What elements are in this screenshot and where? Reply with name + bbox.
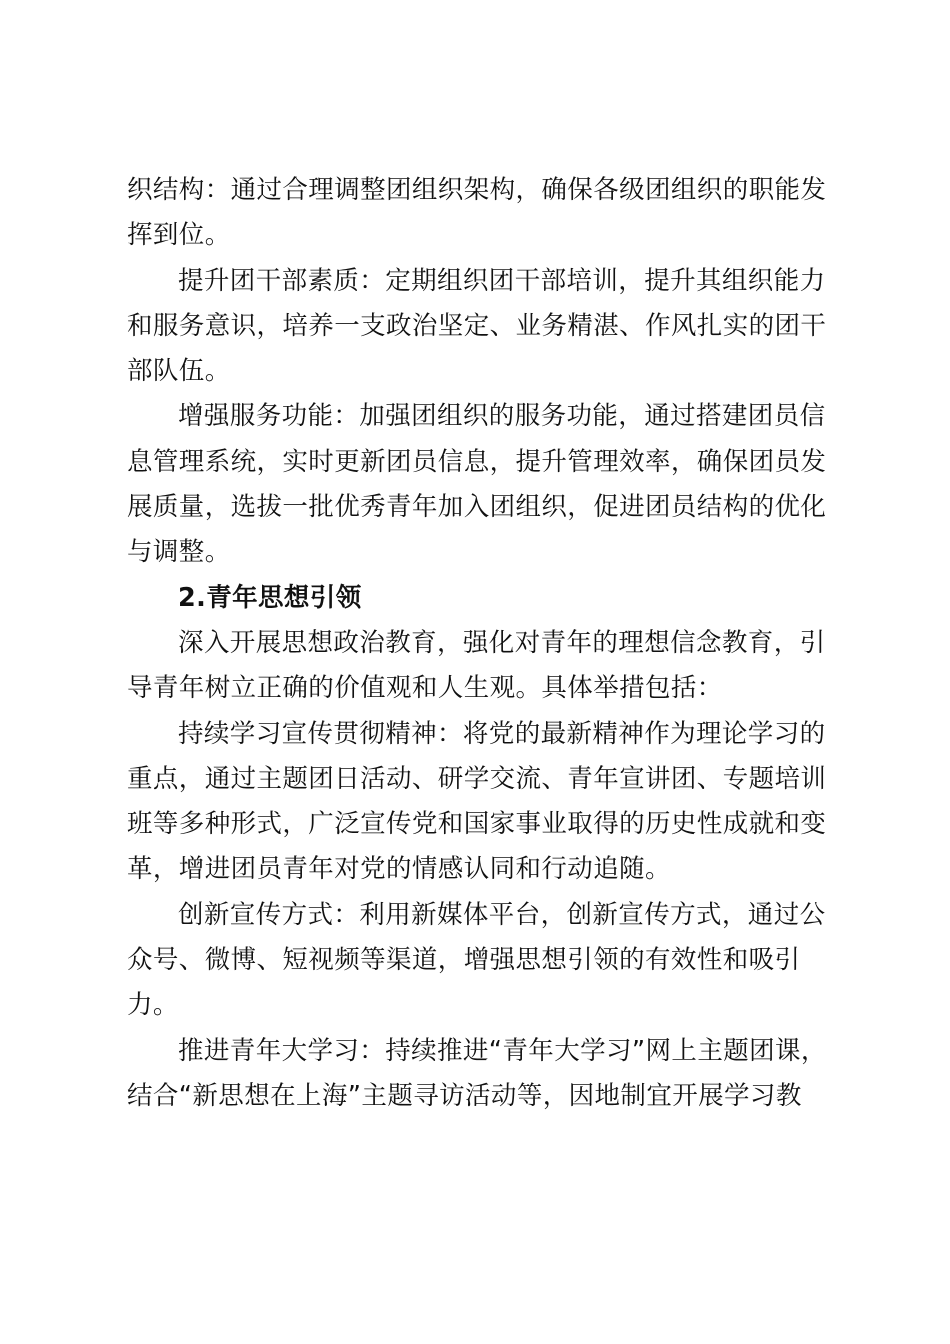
section-heading — [127, 576, 819, 621]
paragraph — [127, 259, 827, 395]
text-line: 织结构：通过合理调整团组织架构，确保各级团组织的职能发 — [127, 175, 827, 205]
text-line: 持续学习宣传贯彻精神：将党的最新精神作为理论学习的 — [178, 718, 826, 749]
text-line: 导青年树立正确的价值观和人生观。具体举措包括： — [127, 673, 723, 704]
text-line: 班等多种形式，广泛宣传党和国家事业取得的历史性成就和变 — [127, 809, 827, 840]
paragraph — [127, 1029, 827, 1120]
text-line: 挥到位。 — [127, 220, 231, 251]
paragraph — [127, 168, 827, 259]
paragraph — [127, 394, 827, 575]
text-line: 众号、微博、短视频等渠道，增强思想引领的有效性和吸引 — [127, 945, 801, 976]
text-line: 重点，通过主题团日活动、研学交流、青年宣讲团、专题培训 — [127, 763, 827, 794]
paragraph — [127, 712, 827, 893]
text-line: 与调整。 — [127, 537, 231, 568]
paragraph — [127, 621, 826, 712]
heading-text: 2.青年思想引领 — [178, 582, 362, 613]
paragraph — [127, 893, 826, 1029]
text-line: 深入开展思想政治教育，强化对青年的理想信念教育，引 — [178, 627, 826, 658]
text-line: 提升团干部素质：定期组织团干部培训，提升其组织能力 — [178, 265, 826, 296]
text-line: 革，增进团员青年对党的情感认同和行动追随。 — [127, 854, 671, 885]
text-line: 和服务意识，培养一支政治坚定、业务精湛、作风扎实的团干 — [127, 310, 827, 341]
text-line: 推进青年大学习：持续推进“青年大学习”网上主题团课， — [178, 1035, 827, 1066]
text-line: 结合“新思想在上海”主题寻访活动等，因地制宜开展学习教 — [127, 1080, 802, 1111]
text-line: 部队伍。 — [127, 356, 231, 387]
text-line: 增强服务功能：加强团组织的服务功能，通过搭建团员信 — [178, 401, 826, 432]
text-line: 创新宣传方式：利用新媒体平台，创新宣传方式，通过公 — [178, 899, 826, 930]
text-line: 力。 — [127, 990, 179, 1021]
document-body — [127, 168, 827, 1119]
text-line: 展质量，选拔一批优秀青年加入团组织，促进团员结构的优化 — [127, 492, 827, 523]
text-line: 息管理系统，实时更新团员信息，提升管理效率，确保团员发 — [127, 446, 827, 477]
